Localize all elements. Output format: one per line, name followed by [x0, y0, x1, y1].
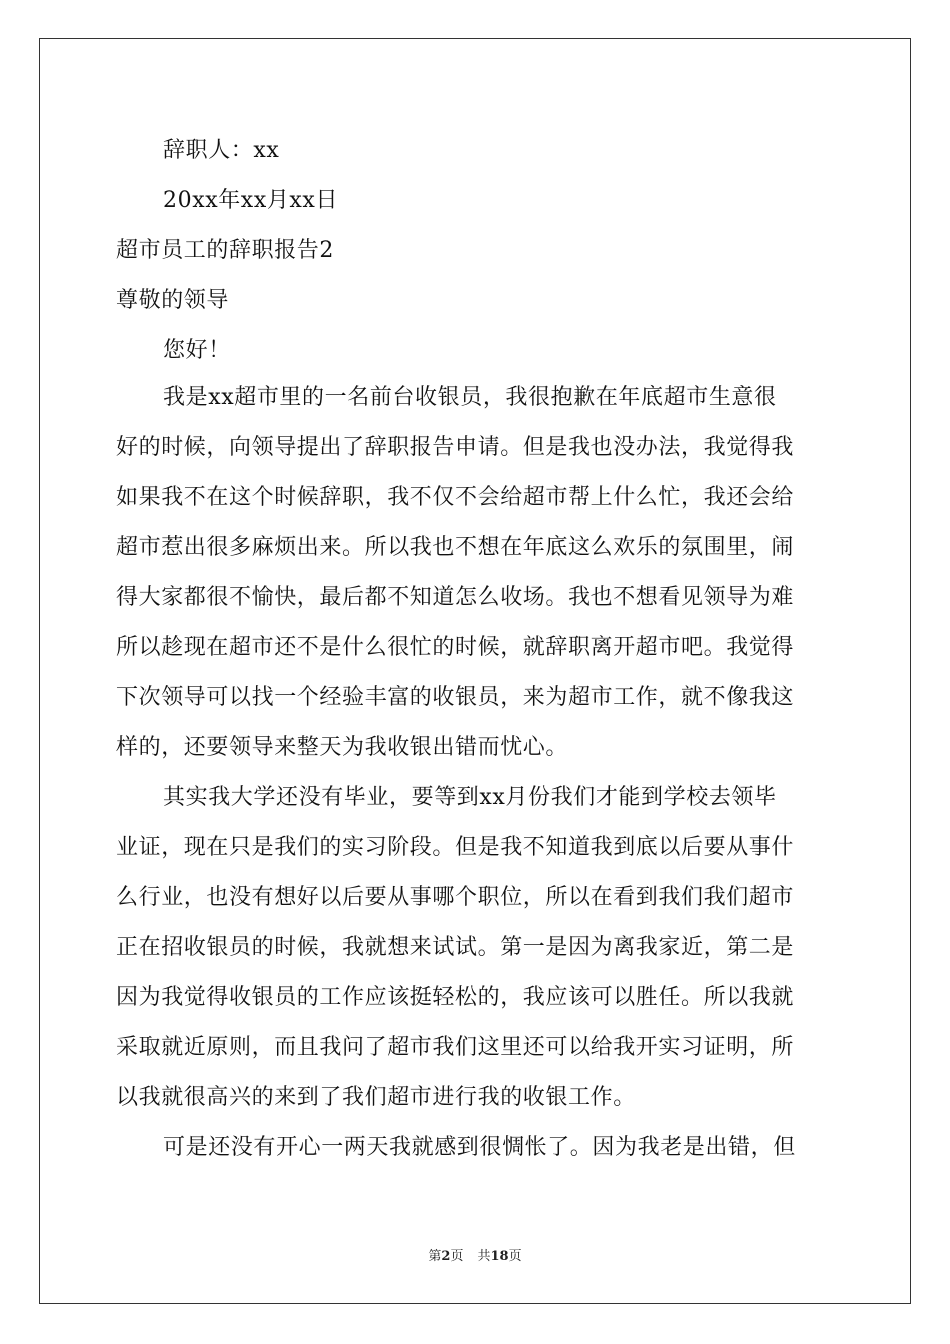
paragraph-line: 正在招收银员的时候，我就想来试试。第一是因为离我家近，第二是 — [116, 935, 795, 960]
paragraph-line: 因为我觉得收银员的工作应该挺轻松的，我应该可以胜任。所以我就 — [116, 985, 795, 1010]
paragraph-line: 样的，还要领导来整天为我收银出错而忧心。 — [116, 735, 569, 760]
paragraph-line: 如果我不在这个时候辞职，我不仅不会给超市帮上什么忙，我还会给 — [116, 485, 795, 510]
page-total: 18 — [490, 1249, 509, 1264]
paragraph-line: 得大家都很不愉快，最后都不知道怎么收场。我也不想看见领导为难 — [116, 585, 795, 610]
page-footer — [0, 1249, 950, 1265]
page-suffix: 页 — [450, 1249, 464, 1264]
report-title: 超市员工的辞职报告2 — [116, 238, 334, 263]
paragraph-line: 可是还没有开心一两天我就感到很惆怅了。因为我老是出错，但 — [163, 1135, 796, 1160]
total-prefix: 共 — [477, 1249, 491, 1264]
signature-line: 辞职人：xx — [163, 138, 280, 163]
salutation: 尊敬的领导 — [116, 288, 230, 313]
paragraph-line: 业证，现在只是我们的实习阶段。但是我不知道我到底以后要从事什 — [116, 835, 795, 860]
page-prefix: 第 — [428, 1249, 442, 1264]
page-border — [39, 38, 911, 1304]
date-line: 20xx年xx月xx日 — [163, 188, 339, 213]
paragraph-line: 其实我大学还没有毕业，要等到xx月份我们才能到学校去领毕 — [163, 785, 777, 810]
page-current: 2 — [441, 1249, 451, 1264]
paragraph-line: 我是xx超市里的一名前台收银员，我很抱歉在年底超市生意很 — [163, 385, 777, 410]
paragraph-line: 下次领导可以找一个经验丰富的收银员，来为超市工作，就不像我这 — [116, 685, 795, 710]
total-suffix: 页 — [508, 1249, 522, 1264]
paragraph-line: 所以趁现在超市还不是什么很忙的时候，就辞职离开超市吧。我觉得 — [116, 635, 795, 660]
paragraph-line: 采取就近原则，而且我问了超市我们这里还可以给我开实习证明，所 — [116, 1035, 795, 1060]
paragraph-line: 以我就很高兴的来到了我们超市进行我的收银工作。 — [116, 1085, 636, 1110]
paragraph-line: 么行业，也没有想好以后要从事哪个职位，所以在看到我们我们超市 — [116, 885, 795, 910]
paragraph-line: 好的时候，向领导提出了辞职报告申请。但是我也没办法，我觉得我 — [116, 435, 795, 460]
paragraph-line: 超市惹出很多麻烦出来。所以我也不想在年底这么欢乐的氛围里，闹 — [116, 535, 795, 560]
greeting: 您好！ — [163, 338, 231, 363]
